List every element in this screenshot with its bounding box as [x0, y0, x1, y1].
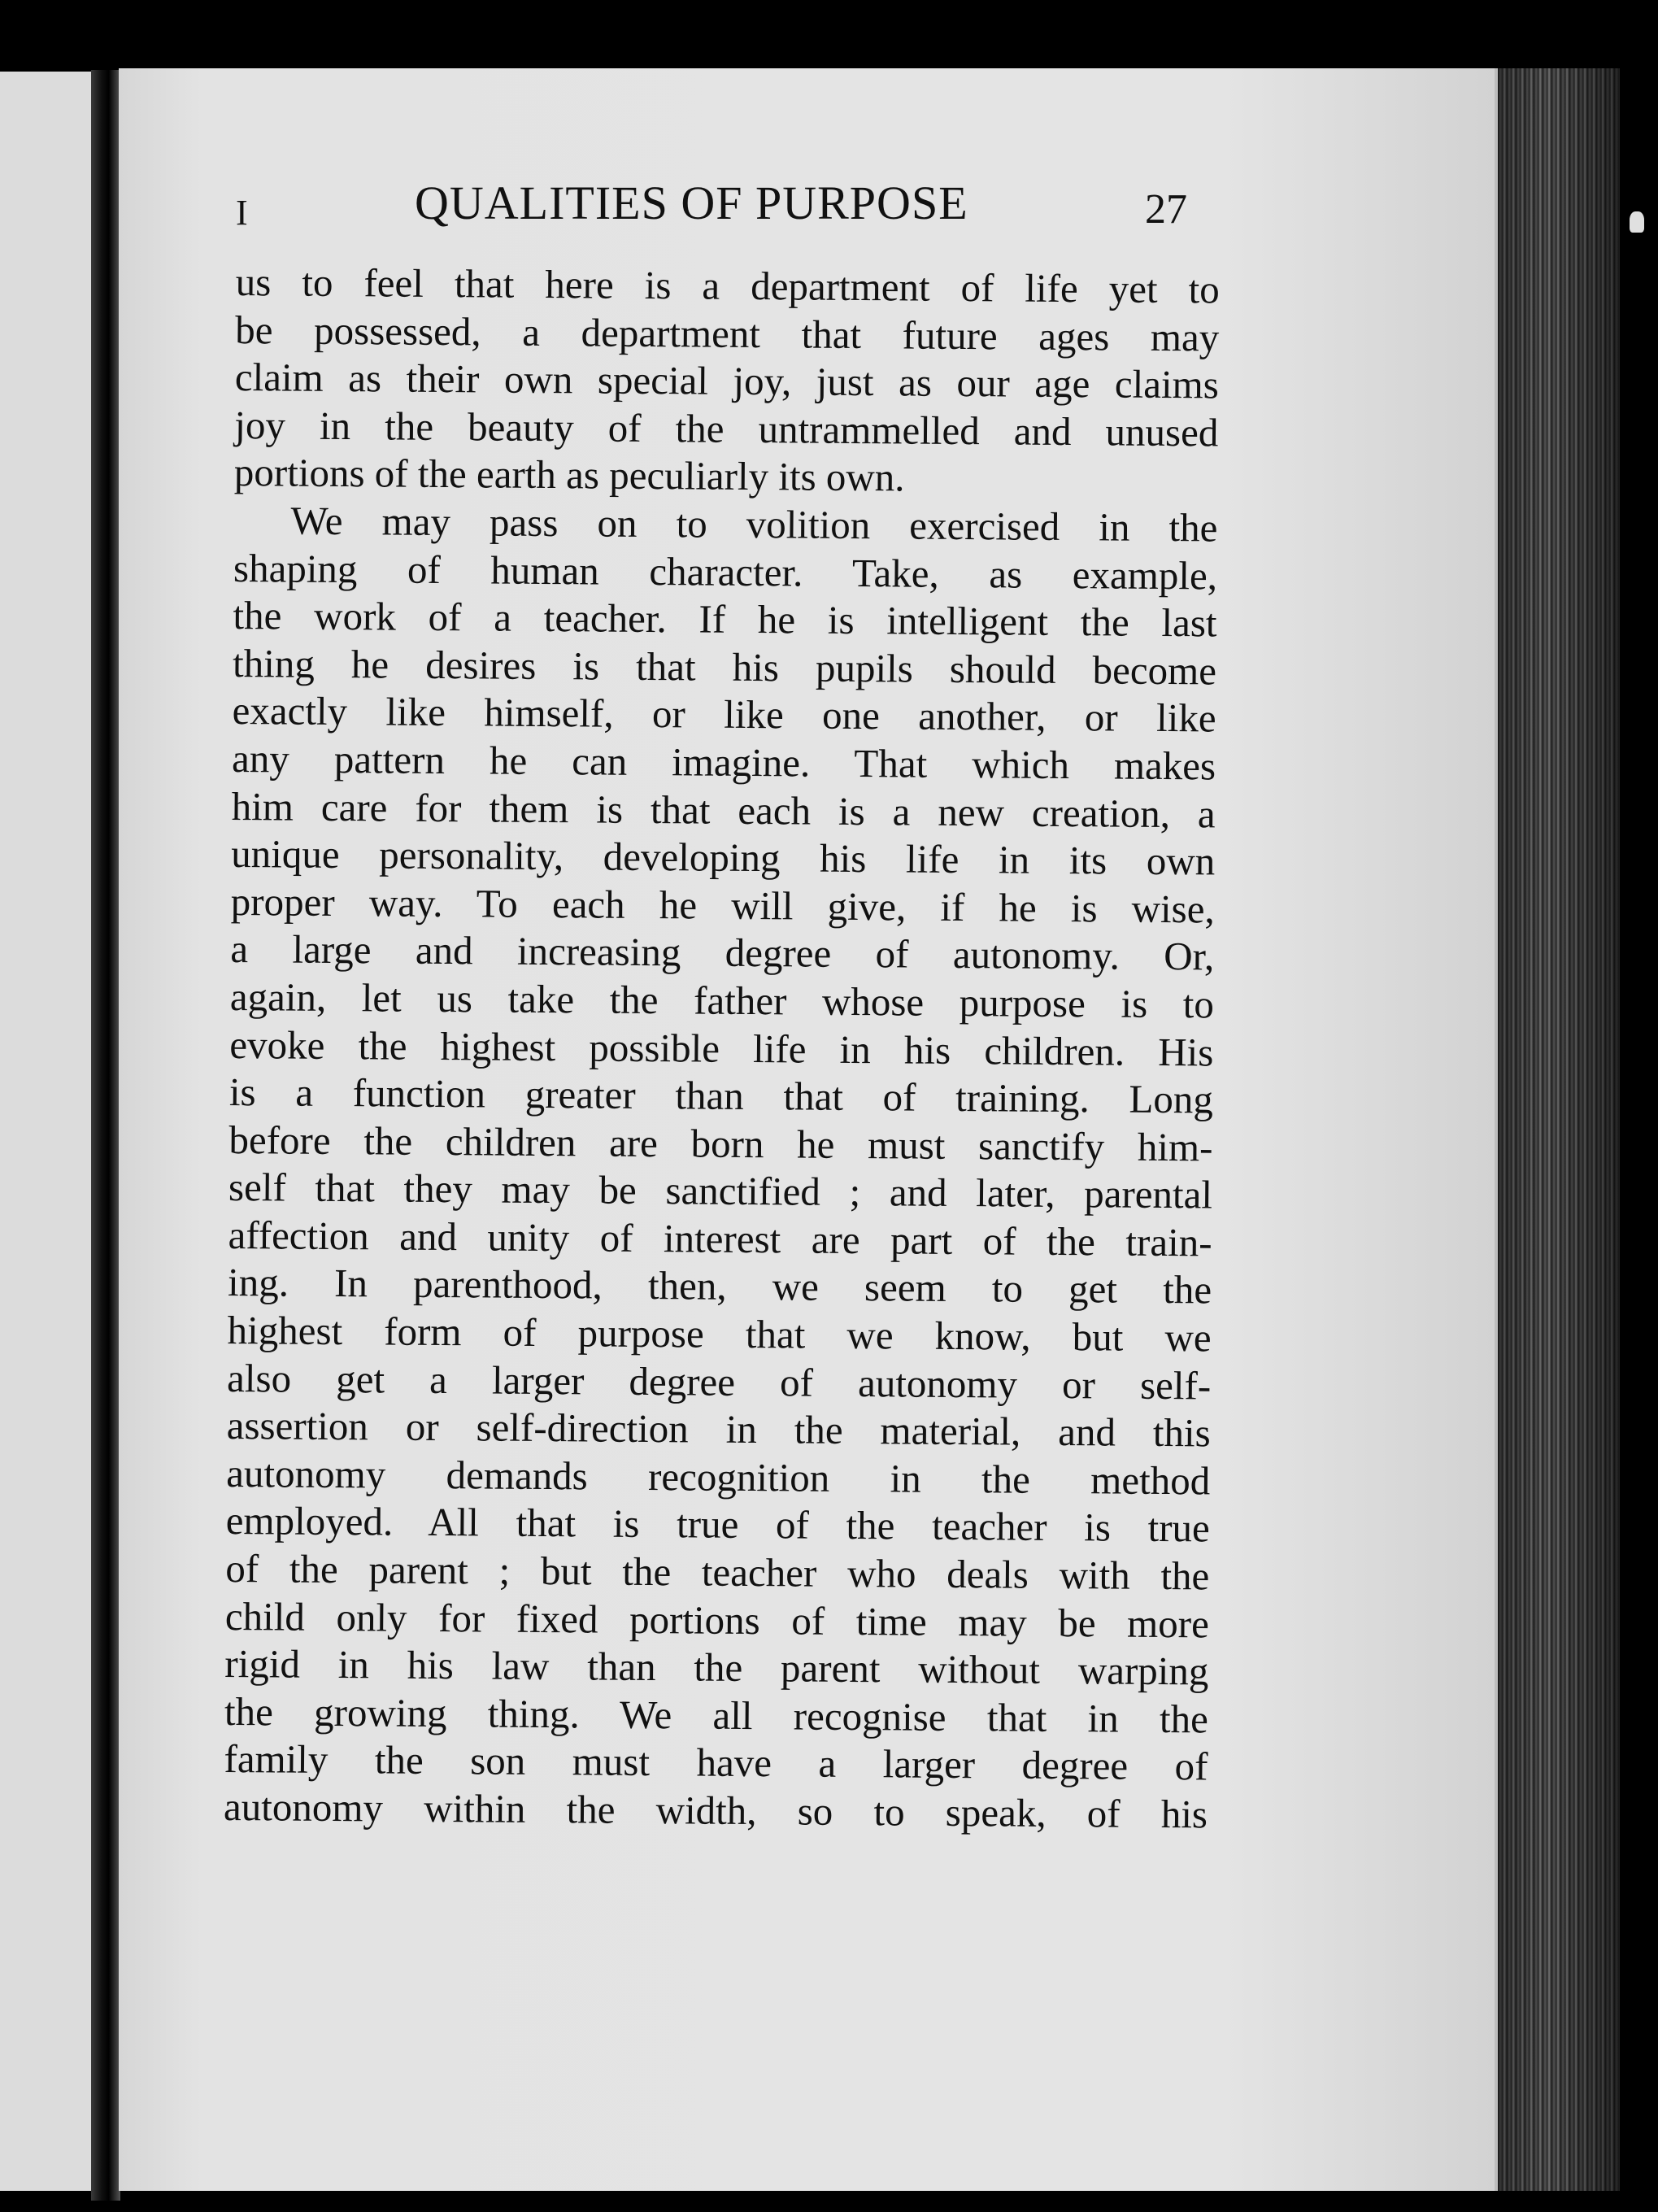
text-line: ing. In parenthood, then, we seem to get the [227, 1260, 1212, 1313]
text-line: assertion or self-direction in the material, and this [226, 1403, 1211, 1456]
text-line: the growing thing. We all recognise that in the [224, 1688, 1209, 1742]
book-gutter [91, 70, 120, 2201]
text-line: highest form of purpose that we know, but we [227, 1308, 1212, 1361]
text-line: be possessed, a department that future ages may [235, 307, 1220, 360]
text-line: child only for fixed portions of time may be more [224, 1593, 1210, 1647]
text-line: him care for them is that each is a new creation, a [231, 783, 1216, 837]
text-line: self that they may be sanctified ; and later, parental [228, 1165, 1213, 1217]
scan-artifact [1630, 211, 1644, 233]
text-line: claim as their own special joy, just as our age claims [234, 355, 1220, 407]
text-line: evoke the highest possible life in his children. His [229, 1021, 1214, 1074]
text-line: joy in the beauty of the untrammelled and unused [234, 402, 1219, 455]
text-line: of the parent ; but the teacher who deals with the [225, 1545, 1210, 1599]
text-line: us to feel that here is a department of life yet to [235, 259, 1220, 312]
fore-edge-shadow [1498, 68, 1620, 2191]
paragraph [224, 497, 1218, 1839]
text-line: autonomy within the width, so to speak, of his [223, 1783, 1208, 1837]
text-line: We may pass on to volition exercised in the [290, 498, 1218, 551]
text-line: rigid in his law than the parent without warping [224, 1641, 1209, 1694]
text-line: any pattern he can imagine. That which makes [231, 735, 1216, 789]
text-line: shaping of human character. Take, as example, [233, 545, 1218, 599]
chapter-number: I [236, 193, 248, 233]
text-line: proper way. To each he will give, if he is wise, [230, 878, 1215, 932]
paragraph [234, 259, 1220, 504]
text-line: is a function greater than that of training. Long [228, 1069, 1214, 1122]
text-line: portions of the earth as peculiarly its own. [233, 450, 905, 500]
running-title: QUALITIES OF PURPOSE [415, 176, 968, 229]
text-line: before the children are born he must sanctify him- [228, 1117, 1213, 1170]
text-line: the work of a teacher. If he is intelligent the last [233, 593, 1217, 646]
running-head [228, 176, 1203, 241]
text-line: exactly like himself, or like one another, or like [232, 688, 1216, 741]
text-line: unique personality, developing his life in its own [231, 831, 1216, 884]
facing-page-edge [0, 72, 96, 2191]
page-number: 27 [1145, 186, 1187, 233]
text-line: also get a larger degree of autonomy or self- [226, 1355, 1212, 1409]
text-line: again, let us take the father whose purpose is to [229, 973, 1215, 1027]
text-line: affection and unity of interest are part of the train- [228, 1212, 1212, 1265]
text-line: family the son must have a larger degree of [224, 1736, 1208, 1789]
text-line: autonomy demands recognition in the method [226, 1450, 1211, 1504]
body-text [224, 259, 1220, 1839]
text-line: thing he desires is that his pupils should become [232, 640, 1217, 694]
text-line: employed. All that is true of the teacher is true [225, 1498, 1210, 1551]
text-line: a large and increasing degree of autonomy. Or, [230, 926, 1215, 979]
